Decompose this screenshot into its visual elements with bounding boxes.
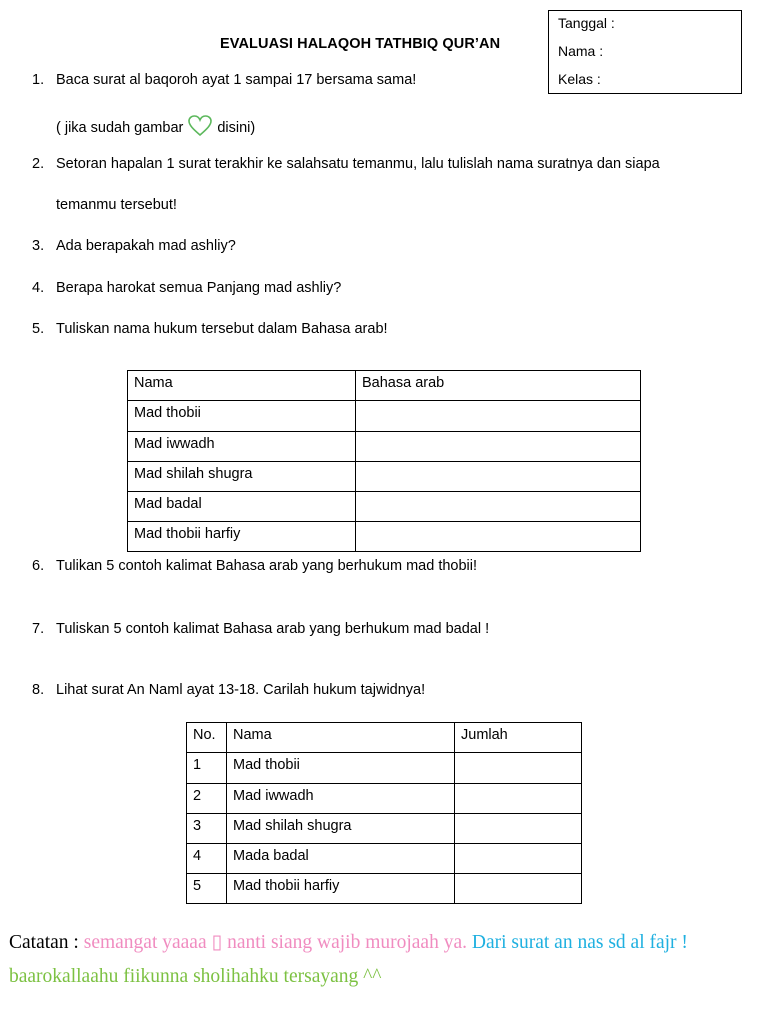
table-row (128, 492, 641, 522)
question-number: 5. (32, 321, 45, 337)
table-cell: 3 (187, 814, 227, 844)
question-text: Tuliskan 5 contoh kalimat Bahasa arab yang berhukum mad badal ! (56, 621, 490, 637)
answer-cell (455, 874, 582, 904)
table-cell: Mad thobii harfiy (227, 874, 455, 904)
question-number: 8. (32, 682, 45, 698)
table-header-cell: No. (187, 723, 227, 753)
question-1 (32, 72, 417, 88)
table-cell: Mad shilah shugra (128, 462, 356, 492)
question-number: 3. (32, 238, 45, 254)
question-text: temanmu tersebut! (56, 197, 177, 213)
table-cell: Mad iwwadh (227, 784, 455, 814)
table-cell: 2 (187, 784, 227, 814)
question-text: Berapa harokat semua Panjang mad ashliy? (56, 280, 342, 296)
question-number: 2. (32, 156, 45, 172)
table-row (187, 844, 582, 874)
teacher-note (9, 926, 754, 994)
question-7 (32, 621, 490, 637)
answer-cell (356, 492, 641, 522)
answer-cell (455, 814, 582, 844)
table-header-cell: Bahasa arab (356, 371, 641, 401)
answer-cell (455, 844, 582, 874)
table-row (187, 874, 582, 904)
answer-cell (356, 432, 641, 462)
question-1-note (56, 114, 255, 142)
question-text: Setoran hapalan 1 surat terakhir ke salahsatu temanmu, lalu tulislah nama suratnya dan siapa (56, 156, 660, 172)
note-label: Catatan : (9, 932, 84, 953)
question-8 (32, 682, 426, 698)
arabic-names-table (127, 370, 641, 552)
heart-icon (187, 114, 213, 142)
table-row (128, 462, 641, 492)
answer-cell (455, 784, 582, 814)
answer-cell (356, 462, 641, 492)
question-text: Tuliskan nama hukum tersebut dalam Bahasa arab! (56, 321, 388, 337)
note-green-text: baarokallaahu fiikunna sholihahku tersayang ^^ (9, 966, 382, 987)
tajwid-count-table (186, 722, 582, 904)
note-pink-text: semangat yaaaa ▯ nanti siang wajib murojaah ya. (83, 932, 472, 953)
answer-cell (356, 522, 641, 552)
note-blue-text: Dari surat an nas sd al fajr ! (471, 932, 688, 953)
table-header-cell: Nama (227, 723, 455, 753)
table-cell: Mada badal (227, 844, 455, 874)
page-title: EVALUASI HALAQOH TATHBIQ QUR’AN (220, 36, 501, 52)
kelas-label: Kelas : (558, 71, 601, 87)
table-header-row (187, 723, 582, 753)
table-row (128, 432, 641, 462)
table-cell: Mad shilah shugra (227, 814, 455, 844)
question-6 (32, 558, 478, 574)
table-header-cell: Nama (128, 371, 356, 401)
answer-cell (356, 401, 641, 432)
table-row (187, 784, 582, 814)
table-row (187, 814, 582, 844)
table-cell: Mad thobii (227, 753, 455, 784)
question-text: Lihat surat An Naml ayat 13-18. Carilah hukum tajwidnya! (56, 682, 426, 698)
table-cell: 1 (187, 753, 227, 784)
question-text: Baca surat al baqoroh ayat 1 sampai 17 bersama sama! (56, 72, 417, 88)
answer-cell (455, 753, 582, 784)
question-number: 6. (32, 558, 45, 574)
question-4 (32, 280, 342, 296)
table-row (128, 522, 641, 552)
table-header-cell: Jumlah (455, 723, 582, 753)
question-text: Ada berapakah mad ashliy? (56, 238, 236, 254)
question-text: Tulikan 5 contoh kalimat Bahasa arab yang berhukum mad thobii! (56, 558, 478, 574)
question-2-continued (56, 197, 177, 213)
question-2 (32, 156, 660, 172)
nama-label: Nama : (558, 43, 604, 59)
table-row (187, 753, 582, 784)
table-cell: Mad thobii harfiy (128, 522, 356, 552)
question-note-before: ( jika sudah gambar (56, 119, 184, 136)
table-header-row (128, 371, 641, 401)
question-note-after: disini) (217, 119, 256, 136)
question-number: 1. (32, 72, 45, 88)
table-cell: 4 (187, 844, 227, 874)
question-3 (32, 238, 236, 254)
table-cell: Mad thobii (128, 401, 356, 432)
tanggal-label: Tanggal : (558, 15, 615, 31)
student-info-box (548, 10, 742, 94)
question-number: 4. (32, 280, 45, 296)
question-5 (32, 321, 388, 337)
table-row (128, 401, 641, 432)
table-cell: Mad iwwadh (128, 432, 356, 462)
table-cell: Mad badal (128, 492, 356, 522)
question-number: 7. (32, 621, 45, 637)
table-cell: 5 (187, 874, 227, 904)
